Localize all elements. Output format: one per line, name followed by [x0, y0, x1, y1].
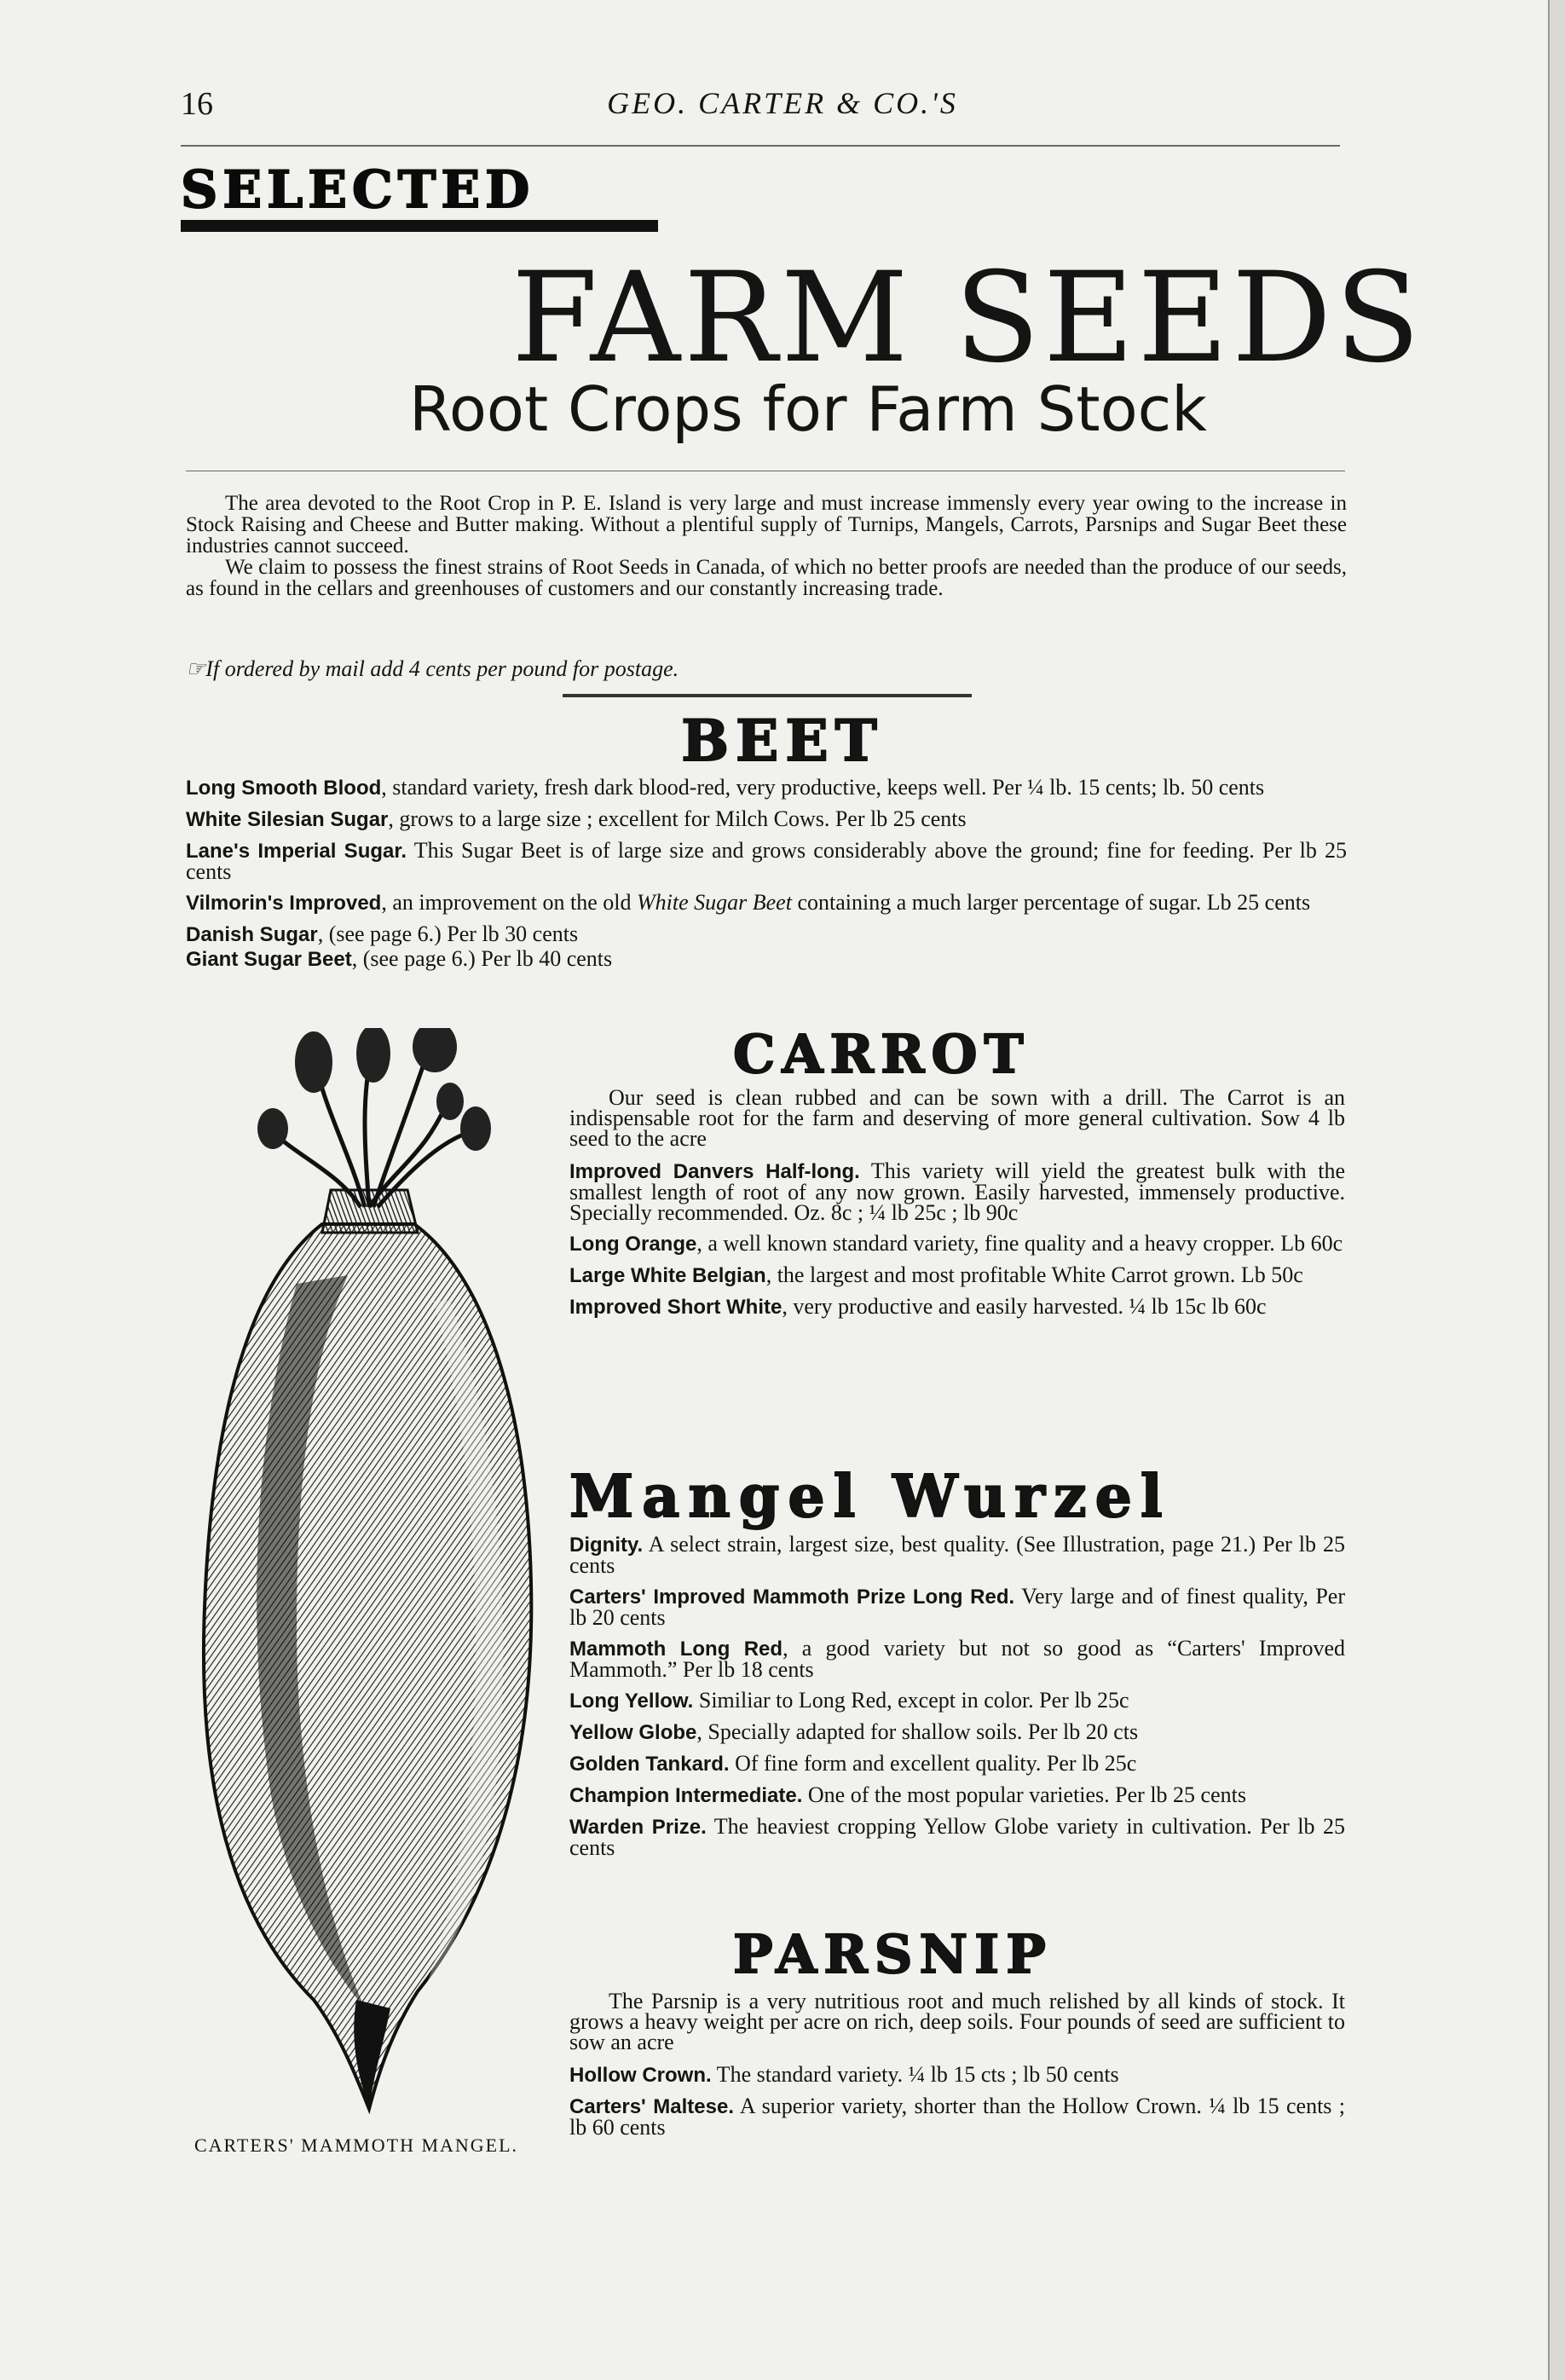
carrot-intro: Our seed is clean rubbed and can be sown with a drill. The Carrot is an indispensable root for the farm and deserving of more general cultivation. Sow 4 lb seed to the acre	[569, 1085, 1345, 1151]
header-rule	[181, 145, 1340, 147]
list-item: Champion Intermediate. One of the most popular varieties. Per lb 25 cents	[569, 1782, 1246, 1807]
parsnip-list	[569, 1991, 1345, 2148]
list-item: Lane's Imperial Sugar. This Sugar Beet is of large size and grows considerably above the ground; fine for feeding. Per lb 25 cents	[186, 838, 1347, 884]
banner-underline	[181, 220, 658, 232]
carrot-heading: CARROT	[733, 1023, 1031, 1085]
list-item: Yellow Globe, Specially adapted for shallow soils. Per lb 20 cts	[569, 1719, 1139, 1744]
banner-title: FARM SEEDS	[511, 246, 1424, 390]
list-item: Danish Sugar, (see page 6.) Per lb 30 cents	[186, 921, 579, 946]
carrot-list	[569, 1085, 1345, 1328]
list-item: Long Yellow. Similiar to Long Red, except in color. Per lb 25c	[569, 1688, 1129, 1713]
intro-paragraph: We claim to possess the finest strains of Root Seeds in Canada, of which no better proofs are needed than the produce of our seeds, as found in the cellars and greenhouses of customers and our constantly increasing trade.	[186, 556, 1347, 600]
order-note: ☞If ordered by mail add 4 cents per pound for postage.	[186, 656, 679, 681]
list-item: Carters' Improved Mammoth Prize Long Red. Very large and of finest quality, Per lb 20 cents	[569, 1584, 1345, 1630]
list-item: Long Orange, a well known standard variety, fine quality and a heavy cropper. Lb 60c	[569, 1231, 1343, 1256]
list-item: White Silesian Sugar, grows to a large size ; excellent for Milch Cows. Per lb 25 cents	[186, 806, 967, 831]
list-item: Improved Short White, very productive and easily harvested. ¼ lb 15c lb 60c	[569, 1294, 1267, 1319]
page-edge	[1548, 0, 1565, 2380]
mangel-list	[569, 1534, 1345, 1869]
list-item: Vilmorin's Improved, an improvement on the old White Sugar Beet containing a much larger percentage of sugar. Lb 25 cents	[186, 890, 1311, 915]
mangel-root-icon	[194, 1028, 552, 2119]
list-item: Golden Tankard. Of fine form and excellent quality. Per lb 25c	[569, 1751, 1137, 1776]
page-number: 16	[181, 86, 213, 122]
banner-subtitle: Root Crops for Farm Stock	[409, 373, 1207, 445]
parsnip-heading: PARSNIP	[733, 1923, 1053, 1985]
mangel-heading: Mangel Wurzel	[569, 1463, 1171, 1531]
parsnip-intro: The Parsnip is a very nutritious root and much relished by all kinds of stock. It grows a heavy weight per acre on rich, deep soils. Four pounds of seed are sufficient to sow an acre	[569, 1989, 1345, 2054]
running-header: GEO. CARTER & CO.'S	[607, 86, 958, 120]
list-item: Dignity. A select strain, largest size, best quality. (See Illustration, page 21.) Per lb 25 cents	[569, 1532, 1345, 1578]
intro-text	[186, 493, 1347, 599]
list-item: Hollow Crown. The standard variety. ¼ lb 15 cts ; lb 50 cents	[569, 2062, 1119, 2087]
list-item: Long Smooth Blood, standard variety, fresh dark blood-red, very productive, keeps well. Per ¼ lb. 15 cents; lb. 50 cents	[186, 775, 1265, 800]
beet-heading: BEET	[681, 708, 884, 774]
list-item: Large White Belgian, the largest and most profitable White Carrot grown. Lb 50c	[569, 1262, 1303, 1287]
list-item: Giant Sugar Beet, (see page 6.) Per lb 40 cents	[186, 946, 613, 971]
illustration-caption: CARTERS' MAMMOTH MANGEL.	[194, 2134, 519, 2156]
beet-list	[186, 777, 1347, 980]
list-item: Improved Danvers Half-long. This variety will yield the greatest bulk with the smallest length of root of any now grown. Easily harvested, immensely productive. Specially recommended. Oz. 8c ; ¼ lb 25c ; lb 90c	[569, 1158, 1345, 1225]
section-divider	[563, 694, 972, 697]
list-item: Mammoth Long Red, a good variety but not so good as “Carters' Improved Mammoth.” Per lb 18 cents	[569, 1636, 1345, 1682]
list-item: Carters' Maltese. A superior variety, shorter than the Hollow Crown. ¼ lb 15 cents ; lb 60 cents	[569, 2094, 1345, 2140]
banner-selected: SELECTED	[181, 160, 535, 220]
list-item: Warden Prize. The heaviest cropping Yellow Globe variety in cultivation. Per lb 25 cents	[569, 1814, 1346, 1860]
intro-paragraph: The area devoted to the Root Crop in P. E. Island is very large and must increase immensly every year owing to the increase in Stock Raising and Cheese and Butter making. Without a plentiful supply of Turnips, Mangels, Carrots, Parsnips and Sugar Beet these industries cannot succeed.	[186, 492, 1347, 557]
